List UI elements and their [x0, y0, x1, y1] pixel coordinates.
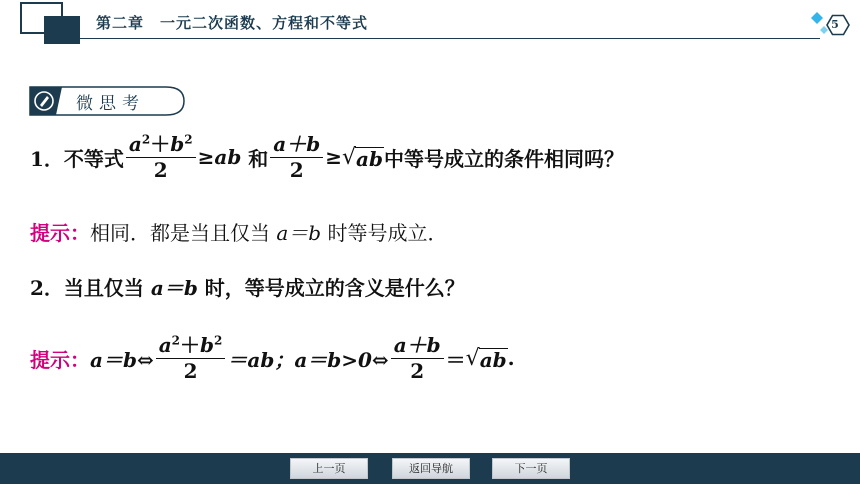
hint-2: 提示： a＝b⇔ $\frac{a^2+b^2}{2}$ ＝ab；a＝b>0⇔ $\frac{a+b}{2}$ ＝ √ ab .: [30, 333, 515, 383]
question-1-post: 中等号成立的条件相同吗？: [383, 146, 624, 171]
prev-page-button[interactable]: 上一页: [290, 458, 368, 479]
hint-1: 提示： 相同．都是当且仅当 a＝b 时等号成立．: [30, 217, 447, 246]
fraction-a2-b2-over-2: $\frac{a^2+b^2}{2}$: [126, 132, 196, 182]
section-label-text: 微思考: [76, 94, 145, 114]
fraction-a-plus-b-over-2: $\frac{a+b}{2}$: [270, 132, 323, 182]
fraction-a-plus-b-over-2: $\frac{a+b}{2}$: [391, 333, 444, 383]
question-1-pre: 不等式: [63, 146, 124, 171]
next-page-button[interactable]: 下一页: [492, 458, 570, 479]
hint-1-label: 提示：: [30, 221, 90, 245]
question-1: 1． 不等式 $\frac{a^2+b^2}{2}$ ≥ ab 和 $\frac{a+b}{2}$ ≥ √ ab 中等号成立的条件相同吗？: [30, 132, 624, 182]
fraction-a2-b2-over-2: $\frac{a^2+b^2}{2}$: [156, 333, 226, 383]
question-2-number: 2．: [30, 276, 64, 300]
chapter-title: 第二章 一元二次函数、方程和不等式: [96, 14, 369, 32]
sqrt-ab: √ ab: [465, 345, 507, 372]
question-1-number: 1．: [30, 146, 64, 171]
sqrt-ab: √ ab: [342, 144, 383, 171]
back-to-navigation-button[interactable]: 返回导航: [392, 458, 470, 479]
header-divider: [80, 38, 820, 39]
page-number: 5: [831, 18, 839, 31]
header-square-fill: [44, 16, 80, 44]
hint-2-label: 提示：: [30, 347, 90, 372]
question-2: 2． 当且仅当 a＝b 时，等号成立的含义是什么？: [30, 272, 465, 301]
